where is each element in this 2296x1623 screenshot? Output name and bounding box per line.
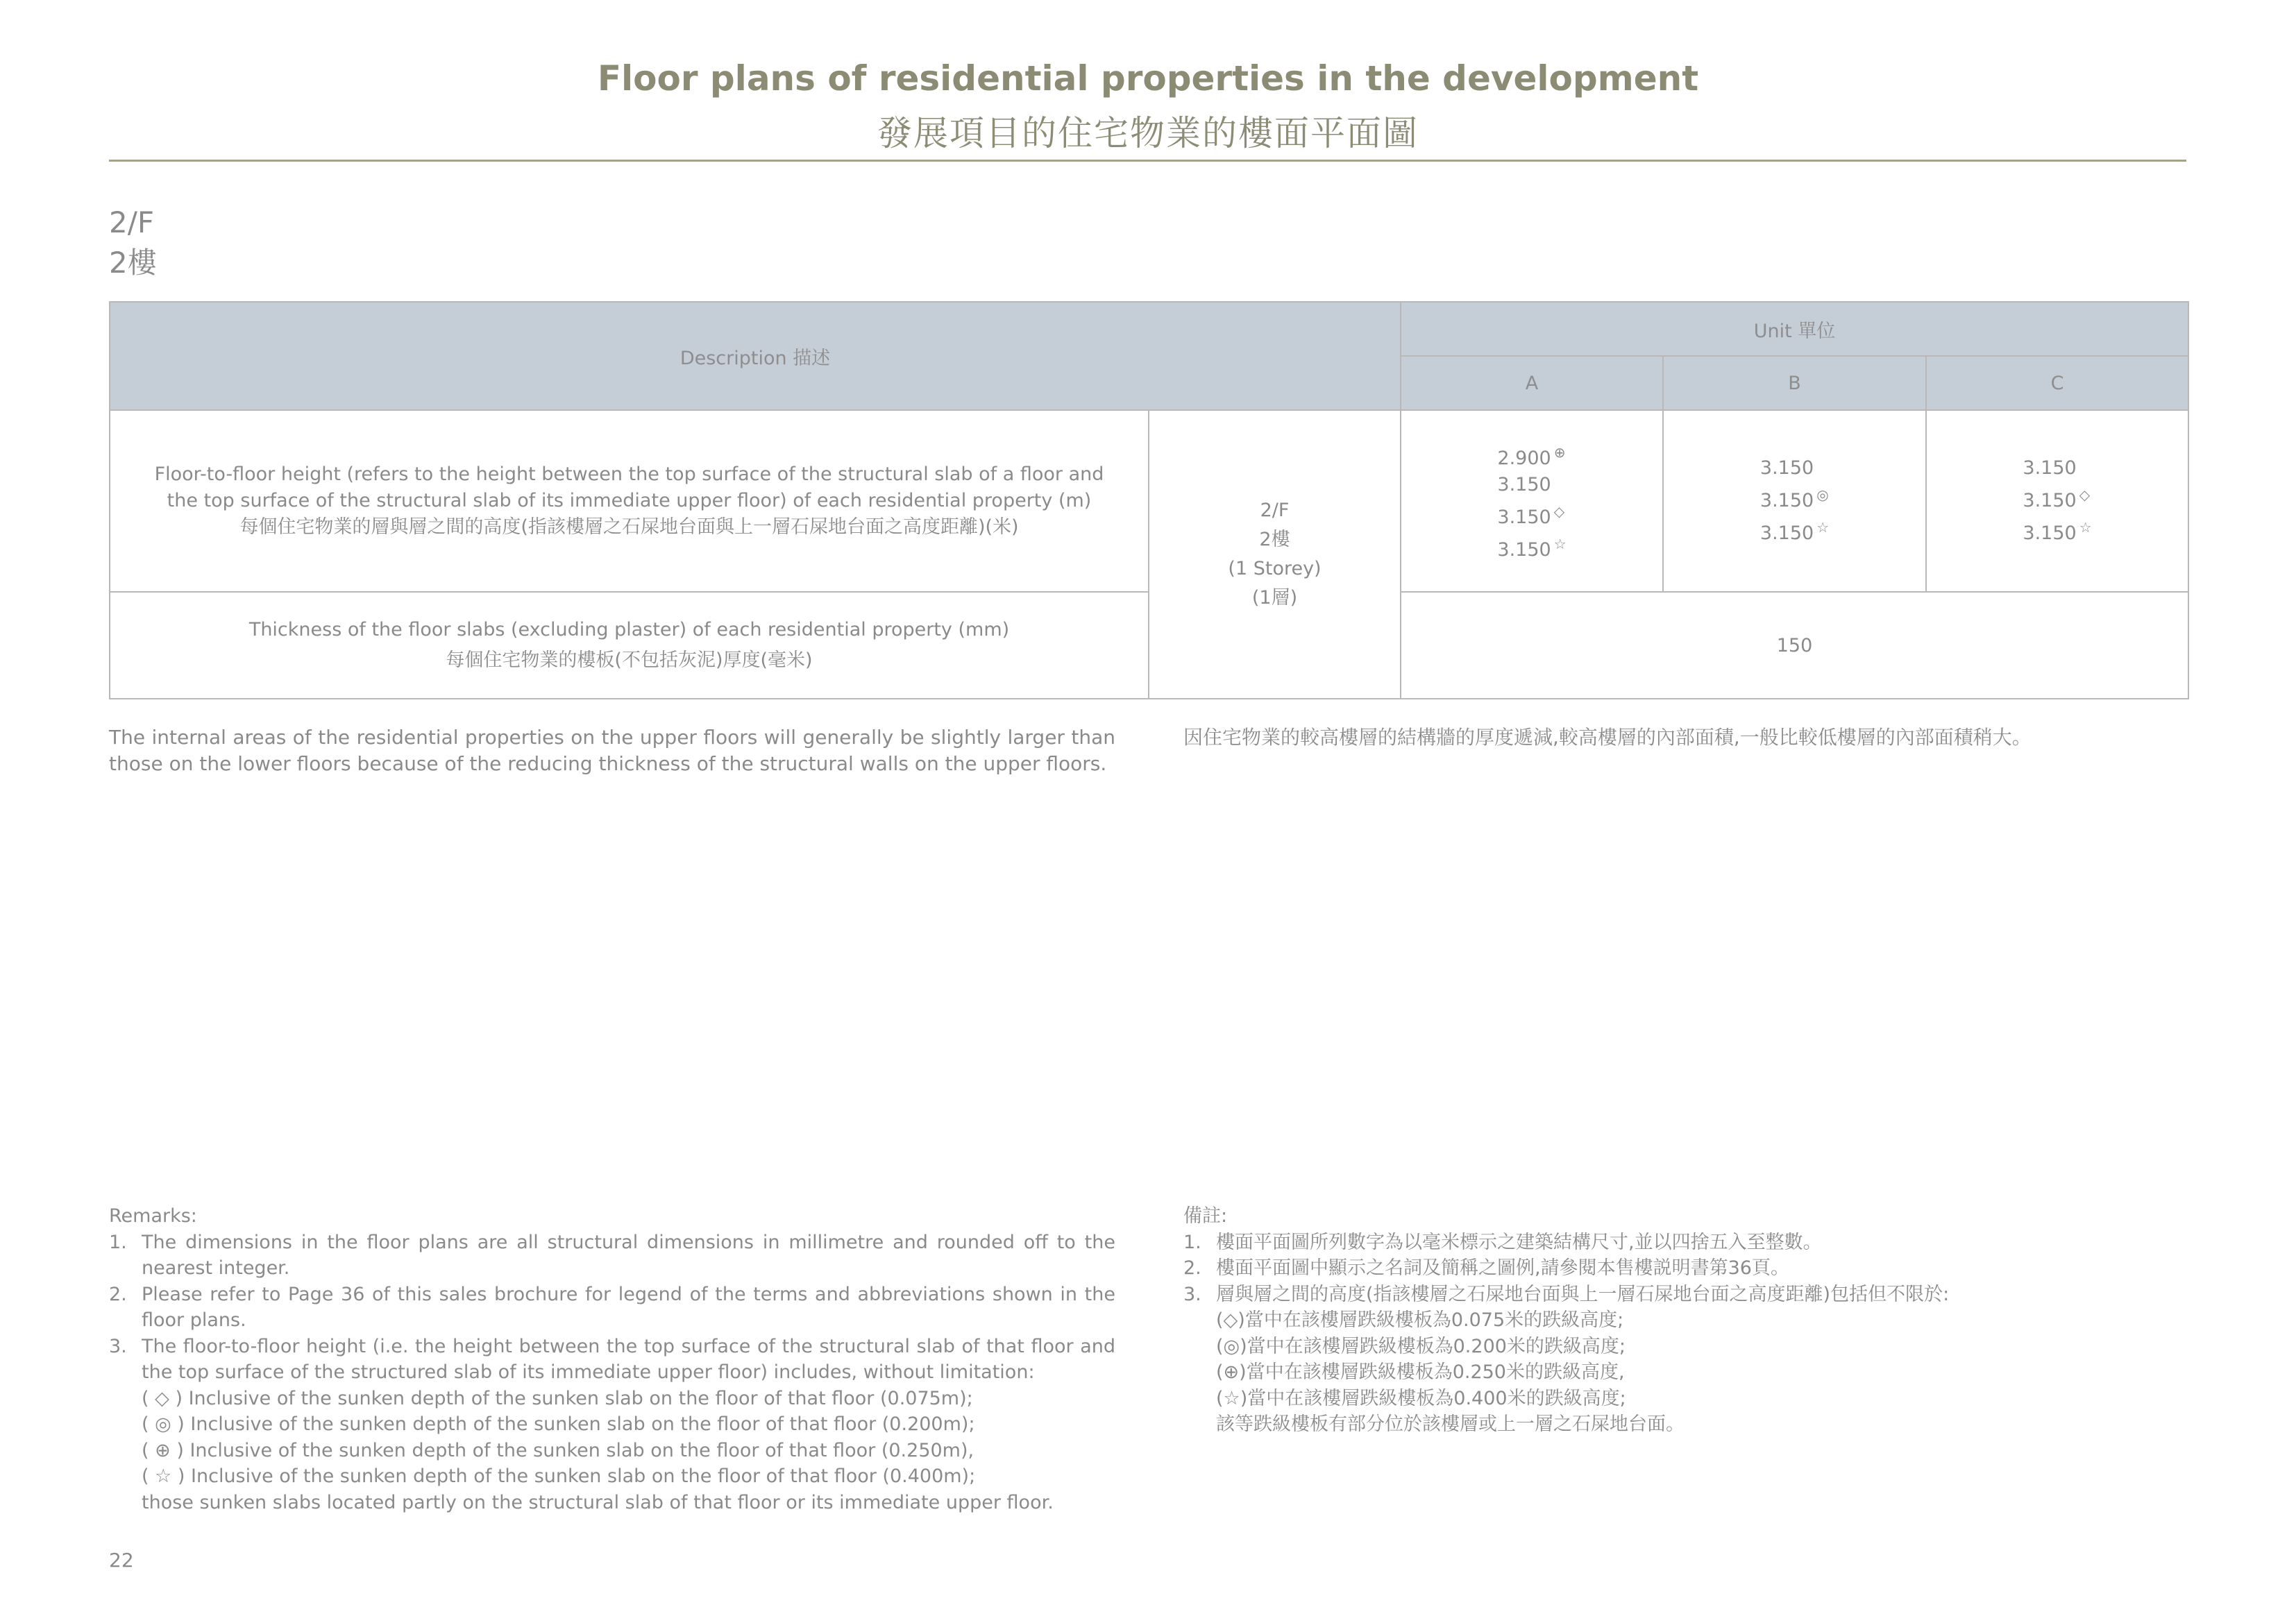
unit-c-height-2: 3.150 ◇ bbox=[2023, 486, 2091, 511]
remark-sub-item: ( ⊕ ) Inclusive of the sunken depth of the sunken slab on the floor of that floor (0.250m), bbox=[142, 1439, 974, 1461]
remark-item-zh: 1. 樓面平面圖所列數字為以毫米標示之建築結構尺寸,並以四捨五入至整數。 bbox=[1183, 1231, 1822, 1253]
unit-c-height-3: 3.150 ☆ bbox=[2023, 519, 2092, 544]
unit-b-height-2: 3.150 ◎ bbox=[1759, 486, 1829, 511]
floor-cell-storey-en: (1 Storey) bbox=[1228, 558, 1322, 579]
remark-item: 3. The floor-to-floor height (i.e. the height between the top surface of the structural slab of that floor and the top surface of the structured slab of its immediate upper floor) includes, without limitation: bbox=[109, 1335, 1115, 1383]
remark-sub-item: ( ◎ ) Inclusive of the sunken depth of the sunken slab on the floor of that floor (0.200m); bbox=[142, 1413, 975, 1435]
slab-thickness-desc-zh: 每個住宅物業的樓板(不包括灰泥)厚度(毫米) bbox=[446, 649, 813, 671]
unit-a-height-3: 3.150 ◇ bbox=[1497, 502, 1565, 528]
floor-cell-en: 2/F bbox=[1260, 500, 1290, 521]
unit-a-height-1: 2.900 ⊕ bbox=[1497, 443, 1566, 469]
slab-thickness-value: 150 bbox=[1401, 592, 2188, 699]
remark-sub-item-zh: (◎)當中在該樓層跌級樓板為0.200米的跌級高度; bbox=[1216, 1335, 1626, 1357]
unit-a-height-4: 3.150 ☆ bbox=[1497, 535, 1567, 561]
remarks-heading-zh: 備註: bbox=[1183, 1205, 1228, 1227]
slab-thickness-desc-en: Thickness of the floor slabs (excluding plaster) of each residential property (mm) bbox=[248, 619, 1010, 640]
remark-sub-item: those sunken slabs located partly on the structural slab of that floor or its immediate upper floor. bbox=[142, 1491, 1054, 1513]
floor-height-desc-zh: 每個住宅物業的層與層之間的高度(指該樓層之石屎地台面與上一層石屎地台面之高度距離)(米) bbox=[239, 516, 1019, 538]
floor-label-chinese: 2樓 bbox=[109, 246, 157, 280]
title-divider bbox=[109, 160, 2186, 162]
floor-cell-storey-zh: (1層) bbox=[1251, 587, 1298, 609]
remark-sub-item-zh: (☆)當中在該樓層跌級樓板為0.400米的跌級高度; bbox=[1216, 1387, 1626, 1409]
double-circle-icon: ◎ bbox=[1816, 486, 1829, 503]
unit-b-heights bbox=[1663, 410, 1926, 592]
floor-height-desc-en-line1: Floor-to-floor height (refers to the height between the top surface of the structural slab of a floor and bbox=[154, 464, 1104, 485]
description-header: Description 描述 bbox=[110, 302, 1401, 410]
floor-height-desc-en-line2: the top surface of the structural slab of its immediate upper floor) of each residential property (m) bbox=[167, 490, 1092, 511]
unit-a-heights bbox=[1401, 410, 1663, 592]
unit-c-heights bbox=[1926, 410, 2188, 592]
internal-area-note-zh: 因住宅物業的較高樓層的結構牆的厚度遞減,較高樓層的內部面積,一般比較低樓層的內部面積稍大。 bbox=[1183, 726, 2032, 749]
remarks-english bbox=[109, 1203, 1115, 1515]
page-title-chinese: 發展項目的住宅物業的樓面平面圖 bbox=[877, 113, 1419, 153]
remark-sub-item: ( ☆ ) Inclusive of the sunken depth of the sunken slab on the floor of that floor (0.400m); bbox=[142, 1465, 976, 1487]
internal-area-note-en: The internal areas of the residential properties on the upper floors will generally be slightly larger than those on the lower floors because of the reducing thickness of the structural walls on the upper floors. bbox=[109, 726, 1115, 775]
remark-sub-item-zh: (⊕)當中在該樓層跌級樓板為0.250米的跌級高度, bbox=[1216, 1361, 1625, 1383]
star-icon: ☆ bbox=[1816, 519, 1830, 536]
remark-item: 2. Please refer to Page 36 of this sales brochure for legend of the terms and abbreviations shown in the floor plans. bbox=[109, 1283, 1115, 1331]
unit-c-height-1: 3.150 bbox=[2023, 457, 2077, 479]
unit-b-height-1: 3.150 bbox=[1759, 457, 1814, 479]
remark-sub-item-zh: 該等跌級樓板有部分位於該樓層或上一層之石屎地台面。 bbox=[1216, 1413, 1685, 1435]
slab-thickness-description bbox=[110, 592, 1149, 699]
remark-sub-item-zh: (◇)當中在該樓層跌級樓板為0.075米的跌級高度; bbox=[1216, 1309, 1624, 1331]
plus-circle-icon: ⊕ bbox=[1553, 443, 1566, 461]
remarks-heading: Remarks: bbox=[109, 1205, 197, 1227]
page-title: Floor plans of residential properties in the development bbox=[597, 58, 1699, 99]
unit-b-header: B bbox=[1663, 356, 1926, 410]
remarks-chinese bbox=[1183, 1203, 2190, 1438]
unit-c-header: C bbox=[1926, 356, 2188, 410]
floor-spec-table bbox=[109, 301, 2189, 699]
unit-header: Unit 單位 bbox=[1401, 302, 2188, 356]
floor-storey-cell bbox=[1149, 410, 1401, 699]
floor-height-description bbox=[110, 410, 1149, 592]
remark-item-zh: 2. 樓面平面圖中顯示之名詞及簡稱之圖例,請參閱本售樓説明書第36頁。 bbox=[1183, 1257, 1789, 1279]
star-icon: ☆ bbox=[2079, 519, 2092, 536]
remark-item: 1. The dimensions in the floor plans are all structural dimensions in millimetre and rounded off to the nearest integer. bbox=[109, 1231, 1115, 1279]
unit-a-height-2: 3.150 bbox=[1497, 473, 1551, 495]
remark-sub-item: ( ◇ ) Inclusive of the sunken depth of the sunken slab on the floor of that floor (0.075m); bbox=[142, 1387, 973, 1409]
star-icon: ☆ bbox=[1553, 535, 1567, 552]
floor-label: 2/F bbox=[109, 205, 155, 239]
floor-cell-zh: 2樓 bbox=[1259, 529, 1290, 550]
unit-b-height-3: 3.150 ☆ bbox=[1759, 519, 1830, 544]
diamond-icon: ◇ bbox=[1553, 502, 1565, 520]
page-number: 22 bbox=[109, 1549, 134, 1572]
unit-a-header: A bbox=[1401, 356, 1663, 410]
remark-item-zh: 3. 層與層之間的高度(指該樓層之石屎地台面與上一層石屎地台面之高度距離)包括但不限於: bbox=[1183, 1283, 1950, 1305]
diamond-icon: ◇ bbox=[2079, 486, 2091, 503]
